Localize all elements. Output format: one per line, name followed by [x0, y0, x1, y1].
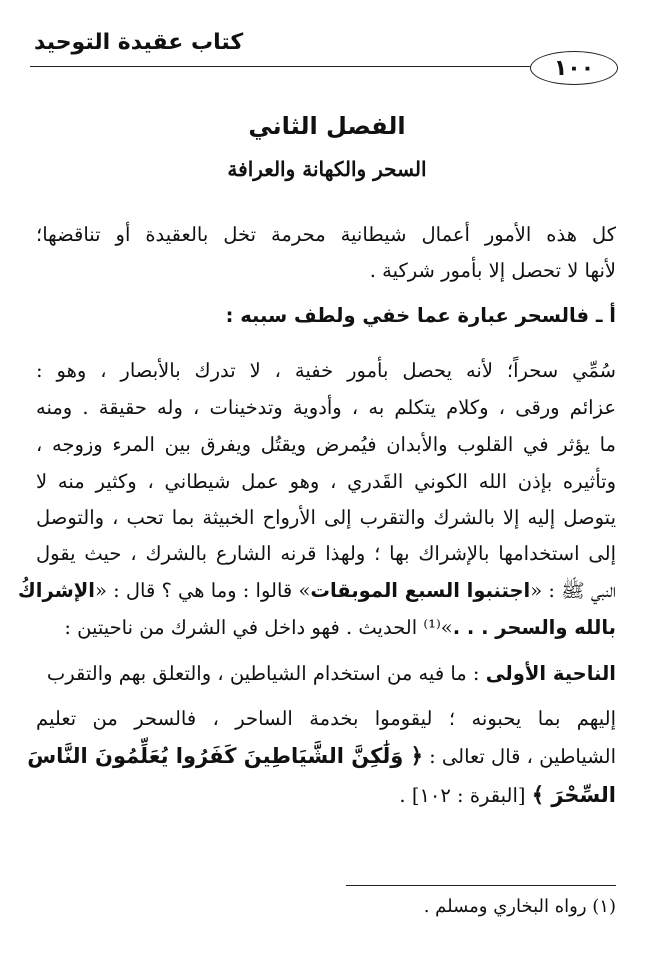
text-line-6: ما يؤثر في القلوب والأبدان فيُمرض ويقتُل ويفرق بين المرء وزوجه ،: [36, 433, 616, 456]
header-rule: [30, 66, 530, 67]
first-aspect-label: الناحية الأولى: [485, 662, 616, 685]
text-line-2: لأنها لا تحصل إلا بأمور شركية .: [369, 259, 616, 282]
text-line-1: كل هذه الأمور أعمال شيطانية محرمة تخل بالعقيدة أو تناقضها؛: [36, 223, 616, 246]
text-line-10: [17, 578, 616, 608]
chapter-title: الفصل الثاني: [248, 112, 406, 140]
text-line-7: وتأثيره بإذن الله الكوني القَدري ، وهو عمل شيطاني ، وكثير منه لا: [36, 470, 616, 493]
first-aspect-text: : ما فيه من استخدام الشياطين ، والتعلق بهم والتقرب: [46, 662, 486, 685]
hadith-quote-3: بالله والسحر . . .: [452, 616, 616, 639]
hadith-quote-2: الإشراكُ: [17, 579, 95, 602]
quran-verse-part-2: السِّحْرَ ﴾: [531, 783, 616, 807]
running-title: كتاب عقيدة التوحيد: [34, 30, 244, 55]
hadith-quote-1: اجتنبوا السبع الموبقات: [310, 579, 531, 602]
footnote: (١) رواه البخاري ومسلم .: [423, 896, 616, 917]
quran-verse-part-1: ﴿ وَلَٰكِنَّ الشَّيَاطِينَ كَفَرُوا يُعَلِّمُونَ النَّاسَ: [27, 744, 423, 768]
text-line-8: يتوصل إليه إلا بالشرك والتقرب إلى الأرواح الخبيثة بما تحب ، والتوصل: [36, 506, 616, 529]
text-line-11: [36, 615, 616, 645]
section-heading-sihr: أ ـ فالسحر عبارة عما خفي ولطف سببه :: [225, 304, 616, 327]
text-line-5: عزائم ورقى ، وكلام يتكلم به ، وأدوية وتدخينات ، وله حقيقة . ومنه: [36, 396, 616, 419]
hadith-conclusion: »⁽¹⁾ الحديث . فهو داخل في الشرك من ناحيتين :: [64, 616, 453, 639]
text-line-13: إليهم بما يحبونه ؛ ليقوموا بخدمة الساحر ، فالسحر من تعليم: [36, 707, 616, 730]
page-number: ١٠٠: [530, 51, 618, 85]
footnote-rule: [346, 885, 616, 886]
verse-citation: [البقرة : ١٠٢] .: [399, 784, 532, 807]
text-line-15: [36, 782, 616, 812]
chapter-subtitle: السحر والكهانة والعرافة: [227, 157, 427, 181]
verse-intro: الشياطين ، قال تعالى :: [422, 745, 616, 768]
text-line-12: [36, 661, 616, 691]
hadith-intro: النبي ﷺ : «: [530, 579, 616, 602]
text-line-14: [27, 743, 616, 773]
text-line-4: سُمِّي سحراً؛ لأنه يحصل بأمور خفية ، لا تدرك بالأبصار ، وهو :: [36, 359, 616, 382]
text-line-9: إلى استخدامها بالإشراك بها ؛ ولهذا قرنه الشارع بالشرك ، حيث يقول: [36, 542, 616, 565]
hadith-dialogue: » قالوا : وما هي ؟ قال : «: [94, 579, 311, 602]
